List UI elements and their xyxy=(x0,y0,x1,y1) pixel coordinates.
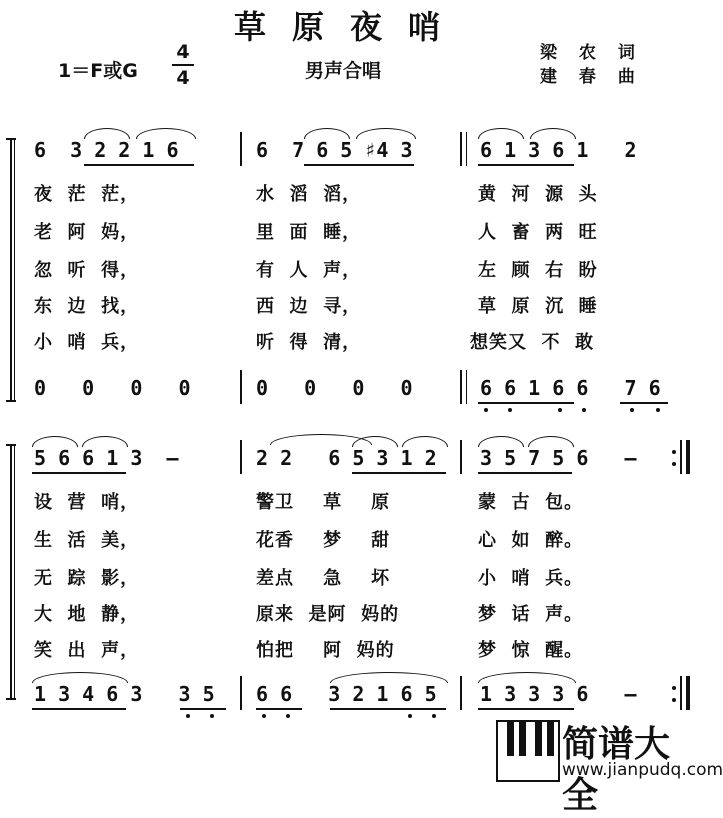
voice-type: 男声合唱 xyxy=(305,60,382,82)
logo-text: 简谱大全 xyxy=(562,724,671,816)
slur xyxy=(530,128,576,139)
system-2-brace-line xyxy=(10,446,12,700)
lyric-1-m1: 夜 茫 茫， xyxy=(34,184,140,205)
barline xyxy=(460,440,462,474)
lyric-1-m2: 水 滔 滔， xyxy=(256,184,362,205)
end-repeat-barline-thick xyxy=(686,440,690,474)
lyric-5-m1: 小 哨 兵， xyxy=(34,332,140,353)
lyric-3-m5: 差点 急 坏 xyxy=(256,568,391,589)
barline xyxy=(466,370,467,404)
time-signature-bottom: 4 xyxy=(176,67,190,89)
beam-line xyxy=(32,472,126,474)
lower-notes-m5: 6 6 3 2 1 6 5 xyxy=(256,682,437,706)
low-octave-dot xyxy=(508,408,512,412)
system-1-brace-inner xyxy=(14,140,15,402)
logo-url: www.jianpudq.com xyxy=(562,760,723,780)
slur xyxy=(136,128,196,139)
slur xyxy=(32,436,78,447)
lyric-2-m1: 老 阿 妈， xyxy=(34,222,140,243)
low-octave-dot xyxy=(484,408,488,412)
slur xyxy=(82,436,128,447)
low-octave-dot xyxy=(262,714,266,718)
upper-notes-m2: 6 7 6 5 ♯4 3 xyxy=(256,138,413,162)
beam-line xyxy=(478,472,572,474)
time-signature xyxy=(172,42,194,88)
beam-line xyxy=(352,472,446,474)
beam-line xyxy=(304,164,414,166)
beam-line xyxy=(180,708,226,710)
barline xyxy=(466,132,467,166)
lyric-3-m1: 忽 听 得， xyxy=(34,260,140,281)
lower-notes-m3: 6 6 1 6 6 7 6 xyxy=(480,376,661,400)
lower-notes-m6: 1 3 3 3 6 — xyxy=(480,682,637,706)
key-signature: 1＝F或G xyxy=(58,60,138,82)
slur xyxy=(478,128,524,139)
lower-notes-m1: 0 0 0 0 xyxy=(34,376,191,400)
barline xyxy=(240,440,242,474)
lyric-4-m3: 草 原 沉 睡 xyxy=(478,296,598,317)
low-octave-dot xyxy=(186,714,190,718)
lyricist-credit: 梁 农 词 xyxy=(540,43,643,63)
composer-credit: 建 春 曲 xyxy=(540,67,643,87)
slur xyxy=(478,672,576,683)
time-signature-bar xyxy=(172,64,194,66)
lyric-1-m4: 设 营 哨， xyxy=(34,492,140,513)
lyric-4-m1: 东 边 找， xyxy=(34,296,140,317)
low-octave-dot xyxy=(408,714,412,718)
slur xyxy=(356,128,416,139)
slur xyxy=(402,436,448,447)
lyric-5-m2: 听 得 清， xyxy=(256,332,362,353)
slur xyxy=(330,672,448,683)
low-octave-dot xyxy=(558,408,562,412)
time-signature-top: 4 xyxy=(176,41,190,63)
lyric-2-m4: 生 活 美， xyxy=(34,530,140,551)
low-octave-dot xyxy=(582,408,586,412)
upper-notes-m1: 6 3 2 2 1 6 xyxy=(34,138,179,162)
lyric-5-m3: 想笑又 不 敢 xyxy=(470,332,595,353)
lyric-3-m4: 无 踪 影， xyxy=(34,568,140,589)
lower-notes-m2: 0 0 0 0 xyxy=(256,376,413,400)
slur xyxy=(32,672,128,683)
barline xyxy=(460,132,462,166)
beam-line xyxy=(620,402,668,404)
repeat-dot xyxy=(672,450,676,454)
low-octave-dot xyxy=(210,714,214,718)
beam-line xyxy=(32,708,126,710)
lyric-1-m6: 蒙 古 包。 xyxy=(478,492,584,513)
lyric-2-m2: 里 面 睡， xyxy=(256,222,362,243)
upper-notes-m3: 6 1 3 6 1 2 xyxy=(480,138,637,162)
beam-line xyxy=(478,402,574,404)
lyric-4-m4: 大 地 静， xyxy=(34,604,140,625)
end-repeat-barline xyxy=(680,440,682,474)
lyric-2-m3: 人 畜 两 旺 xyxy=(478,222,598,243)
lyric-4-m5: 原来 是阿 妈的 xyxy=(256,604,400,625)
song-title: 草原夜哨 xyxy=(233,8,466,46)
lyric-5-m5: 怕把 阿 妈的 xyxy=(256,640,395,661)
repeat-dot xyxy=(672,698,676,702)
lyric-5-m4: 笑 出 声， xyxy=(34,640,140,661)
lyric-1-m5: 警卫 草 原 xyxy=(256,492,391,513)
barline xyxy=(240,370,242,404)
barline xyxy=(240,132,242,166)
beam-line xyxy=(478,708,574,710)
lyric-4-m6: 梦 话 声。 xyxy=(478,604,584,625)
barline xyxy=(240,676,242,710)
low-octave-dot xyxy=(286,714,290,718)
low-octave-dot xyxy=(656,408,660,412)
upper-notes-m4: 5 6 6 1 3 — xyxy=(34,446,179,470)
beam-line xyxy=(478,164,574,166)
upper-notes-m6: 3 5 7 5 6 — xyxy=(480,446,637,470)
piano-keys-icon xyxy=(496,720,560,782)
beam-line xyxy=(330,708,446,710)
slur xyxy=(304,128,350,139)
repeat-dot xyxy=(672,686,676,690)
lower-notes-m4: 1 3 4 6 3 3 5 xyxy=(34,682,215,706)
slur xyxy=(84,128,130,139)
lyric-5-m6: 梦 惊 醒。 xyxy=(478,640,584,661)
barline xyxy=(460,676,462,710)
low-octave-dot xyxy=(432,714,436,718)
beam-line xyxy=(84,164,194,166)
barline xyxy=(460,370,462,404)
upper-notes-m5: 2 2 6 5 3 1 2 xyxy=(256,446,437,470)
end-repeat-barline-thick xyxy=(686,676,690,710)
end-repeat-barline xyxy=(680,676,682,710)
system-1-brace-line xyxy=(10,140,12,402)
beam-line xyxy=(256,708,302,710)
lyric-3-m2: 有 人 声， xyxy=(256,260,362,281)
lyric-3-m6: 小 哨 兵。 xyxy=(478,568,584,589)
lyric-2-m6: 心 如 醉。 xyxy=(478,530,584,551)
lyric-3-m3: 左 顾 右 盼 xyxy=(478,260,598,281)
lyric-4-m2: 西 边 寻， xyxy=(256,296,362,317)
lyric-2-m5: 花香 梦 甜 xyxy=(256,530,391,551)
watermark-logo xyxy=(496,716,723,816)
lyric-1-m3: 黄 河 源 头 xyxy=(478,184,598,205)
slur xyxy=(478,436,524,447)
slur xyxy=(528,436,574,447)
system-2-brace-inner xyxy=(14,446,15,700)
repeat-dot xyxy=(672,462,676,466)
low-octave-dot xyxy=(630,408,634,412)
